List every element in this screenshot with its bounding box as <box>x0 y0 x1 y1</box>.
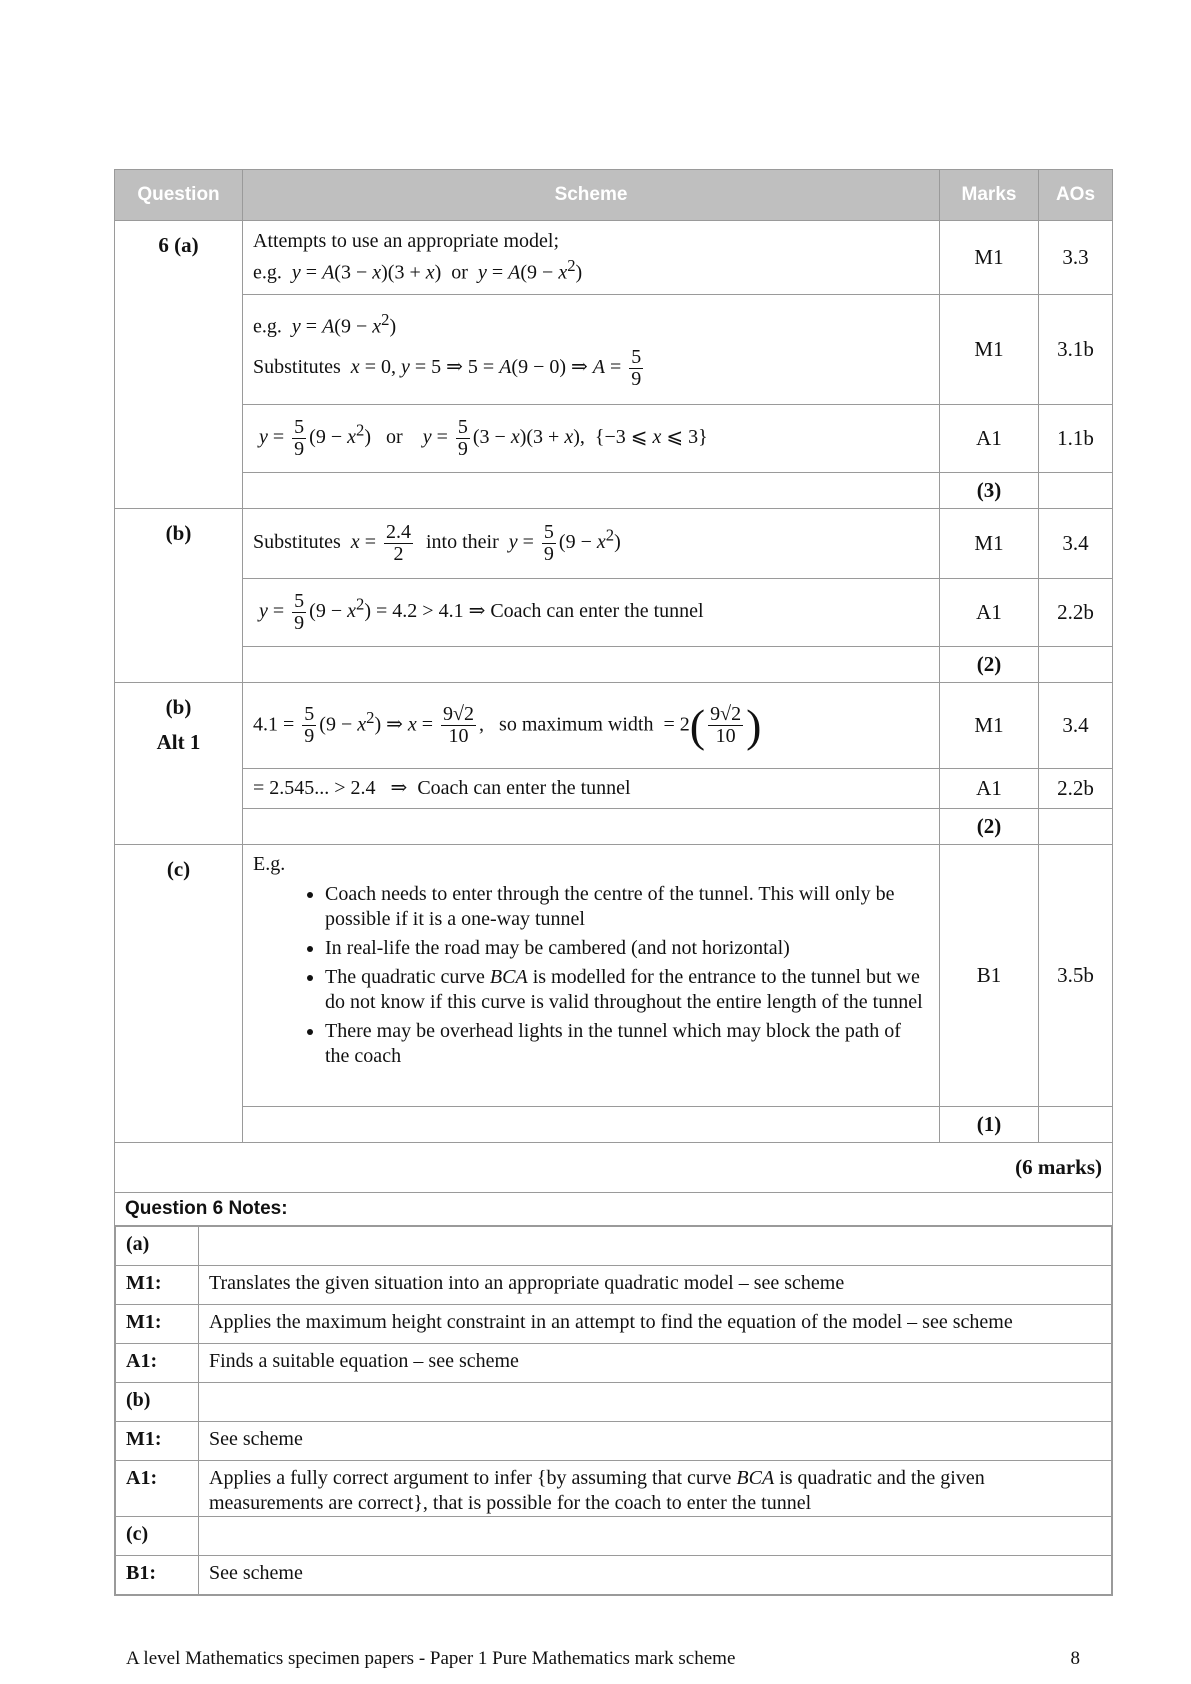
point-text: is modelled for the entrance to the tunnel <box>532 966 861 988</box>
or-label: or <box>451 261 468 284</box>
mark-cell: A1 <box>940 405 1039 473</box>
note-text: Finds a suitable equation – see scheme <box>199 1344 1112 1383</box>
ao-cell: 3.4 <box>1039 509 1113 579</box>
note-row <box>116 1266 1112 1305</box>
scheme-cell <box>243 647 940 683</box>
ao-cell <box>1039 1107 1113 1143</box>
note-label: (b) <box>116 1383 199 1422</box>
note-row <box>116 1227 1112 1266</box>
note-text <box>199 1461 1112 1517</box>
note-label: A1: <box>116 1344 199 1383</box>
part-total: (1) <box>940 1107 1039 1143</box>
reasons-list <box>253 882 929 1069</box>
table-row <box>115 473 1113 509</box>
substitutes-label: Substitutes <box>253 355 341 378</box>
note-text-part: Applies a fully correct argument to infer {by assuming that curve <box>209 1467 732 1489</box>
ao-cell <box>1039 809 1113 845</box>
note-text: Translates the given situation into an appropriate quadratic model – see scheme <box>199 1266 1112 1305</box>
header-scheme: Scheme <box>243 170 940 221</box>
ao-cell <box>1039 647 1113 683</box>
table-row <box>115 579 1113 647</box>
note-text <box>199 1517 1112 1556</box>
note-row <box>116 1383 1112 1422</box>
footer-text: A level Mathematics specimen papers - Paper 1 Pure Mathematics mark scheme <box>126 1648 736 1669</box>
note-row <box>116 1556 1112 1595</box>
scheme-text: Attempts to use an appropriate model; <box>253 230 560 253</box>
scheme-math: e.g. y = A(3 − x)(3 + x) or $y = A(9 - x^2)$ <box>253 256 583 284</box>
note-label: M1: <box>116 1266 199 1305</box>
table-row <box>115 845 1113 1107</box>
mark-cell: M1 <box>940 509 1039 579</box>
note-label: (c) <box>116 1517 199 1556</box>
mark-cell: M1 <box>940 295 1039 405</box>
point-text: The quadratic curve <box>325 966 485 988</box>
table-row <box>115 683 1113 769</box>
note-text: See scheme <box>199 1556 1112 1595</box>
note-text-part: is quadratic and the given measurements are correct}, that is possible for the coach to enter the tunnel <box>209 1467 985 1514</box>
ao-cell: 3.1b <box>1039 295 1113 405</box>
eg-label: E.g. <box>253 853 286 875</box>
conclusion-text: Coach can enter the tunnel <box>490 600 704 623</box>
question-part-label: (b) <box>165 695 192 719</box>
question-label <box>115 683 243 845</box>
header-aos: AOs <box>1039 170 1113 221</box>
alt-label: Alt 1 <box>156 730 201 754</box>
scheme-cell: y = $\frac{5}{9}$ $(9 - x^2)$ or y = $\frac{5}{9}$ (3 − x)(3 + x), {−3 ⩽ x ⩽ 3} <box>243 405 940 473</box>
point-text: but we do not know if this curve is valid throughout the entire length of the tunnel <box>325 966 923 1013</box>
table-row <box>115 647 1113 683</box>
table-row <box>115 1143 1113 1193</box>
notes-heading: Question 6 Notes: <box>115 1193 1113 1226</box>
or-label: or <box>386 426 403 449</box>
note-label: M1: <box>116 1422 199 1461</box>
question-label: (c) <box>115 845 243 1143</box>
header-question: Question <box>115 170 243 221</box>
ao-cell: 3.4 <box>1039 683 1113 769</box>
table-header-row <box>115 170 1113 221</box>
ao-cell: 2.2b <box>1039 769 1113 809</box>
note-row <box>116 1461 1112 1517</box>
mark-scheme-page <box>114 169 1112 1596</box>
substitutes-label: Substitutes <box>253 531 341 554</box>
table-row <box>115 809 1113 845</box>
note-row <box>116 1305 1112 1344</box>
page-number: 8 <box>1070 1648 1080 1669</box>
mark-cell: B1 <box>940 845 1039 1107</box>
scheme-cell <box>243 295 940 405</box>
note-text <box>199 1383 1112 1422</box>
ao-cell <box>1039 473 1113 509</box>
mark-cell: A1 <box>940 769 1039 809</box>
note-text <box>199 1227 1112 1266</box>
into-their-label: into their <box>425 531 499 554</box>
note-label: A1: <box>116 1461 199 1517</box>
table-row <box>115 221 1113 295</box>
table-row <box>115 405 1113 473</box>
scheme-cell: = 2.545... > 2.4 ⇒ Coach can enter the tunnel <box>243 769 940 809</box>
scheme-math: Substitutes x = 0, y = 5 ⇒ 5 = A(9 − 0) ⇒ A = $\frac{5}{9}$ <box>253 345 642 390</box>
conclusion-text: Coach can enter the tunnel <box>417 777 631 799</box>
note-label: M1: <box>116 1305 199 1344</box>
mark-scheme-table <box>114 169 1113 1596</box>
scheme-cell <box>243 221 940 295</box>
total-marks: (6 marks) <box>115 1143 1113 1193</box>
question-label: (b) <box>115 509 243 683</box>
list-item: • Coach needs to enter through the centre of the tunnel. This will only be possible if it is a one-way tunnel <box>325 882 929 932</box>
scheme-cell <box>243 473 940 509</box>
note-row <box>116 1422 1112 1461</box>
page-footer <box>126 1648 1080 1670</box>
scheme-cell: 4.1 = $\frac{5}{9}$ $(9 - x^2)$ ⇒ x = $\frac{9√2}{10}$ , so maximum width = 2( $\frac{9√2}{10}$ ) <box>243 683 940 769</box>
curve-name: BCA <box>736 1467 775 1489</box>
ao-cell: 3.5b <box>1039 845 1113 1107</box>
table-row <box>115 1226 1113 1596</box>
notes-cell <box>115 1226 1113 1596</box>
part-total: (2) <box>940 647 1039 683</box>
max-width-label: so maximum width <box>499 713 654 736</box>
ao-cell: 2.2b <box>1039 579 1113 647</box>
list-item <box>325 965 929 1015</box>
mark-cell: A1 <box>940 579 1039 647</box>
note-text: Applies the maximum height constraint in an attempt to find the equation of the model – see scheme <box>199 1305 1112 1344</box>
ao-cell: 3.3 <box>1039 221 1113 295</box>
part-total: (3) <box>940 473 1039 509</box>
eg-label: e.g. <box>253 315 282 338</box>
curve-name: BCA <box>489 966 528 988</box>
ao-cell: 1.1b <box>1039 405 1113 473</box>
part-total: (2) <box>940 809 1039 845</box>
scheme-math: e.g. $y = A(9 - x^2)$ <box>253 310 397 338</box>
scheme-cell <box>243 809 940 845</box>
table-row <box>115 509 1113 579</box>
question-label: 6 (a) <box>115 221 243 509</box>
note-row <box>116 1344 1112 1383</box>
table-row <box>115 1107 1113 1143</box>
note-label: B1: <box>116 1556 199 1595</box>
note-label: (a) <box>116 1227 199 1266</box>
header-marks: Marks <box>940 170 1039 221</box>
scheme-cell <box>243 845 940 1107</box>
scheme-cell <box>243 1107 940 1143</box>
list-item: • There may be overhead lights in the tunnel which may block the path of the coach <box>325 1019 929 1069</box>
table-row <box>115 1193 1113 1226</box>
list-item: • In real-life the road may be cambered (and not horizontal) <box>325 936 929 961</box>
table-row <box>115 769 1113 809</box>
notes-table <box>115 1226 1112 1595</box>
mark-cell: M1 <box>940 221 1039 295</box>
table-row <box>115 295 1113 405</box>
scheme-cell: Substitutes x = $\frac{2.4}{2}$ into their y = $\frac{5}{9}$ $(9 - x^2)$ <box>243 509 940 579</box>
scheme-cell: y = $\frac{5}{9}$ $(9 - x^2) = 4.2 > 4.1$ ⇒ Coach can enter the tunnel <box>243 579 940 647</box>
note-row <box>116 1517 1112 1556</box>
note-text: See scheme <box>199 1422 1112 1461</box>
mark-cell: M1 <box>940 683 1039 769</box>
eg-label: e.g. <box>253 261 282 284</box>
